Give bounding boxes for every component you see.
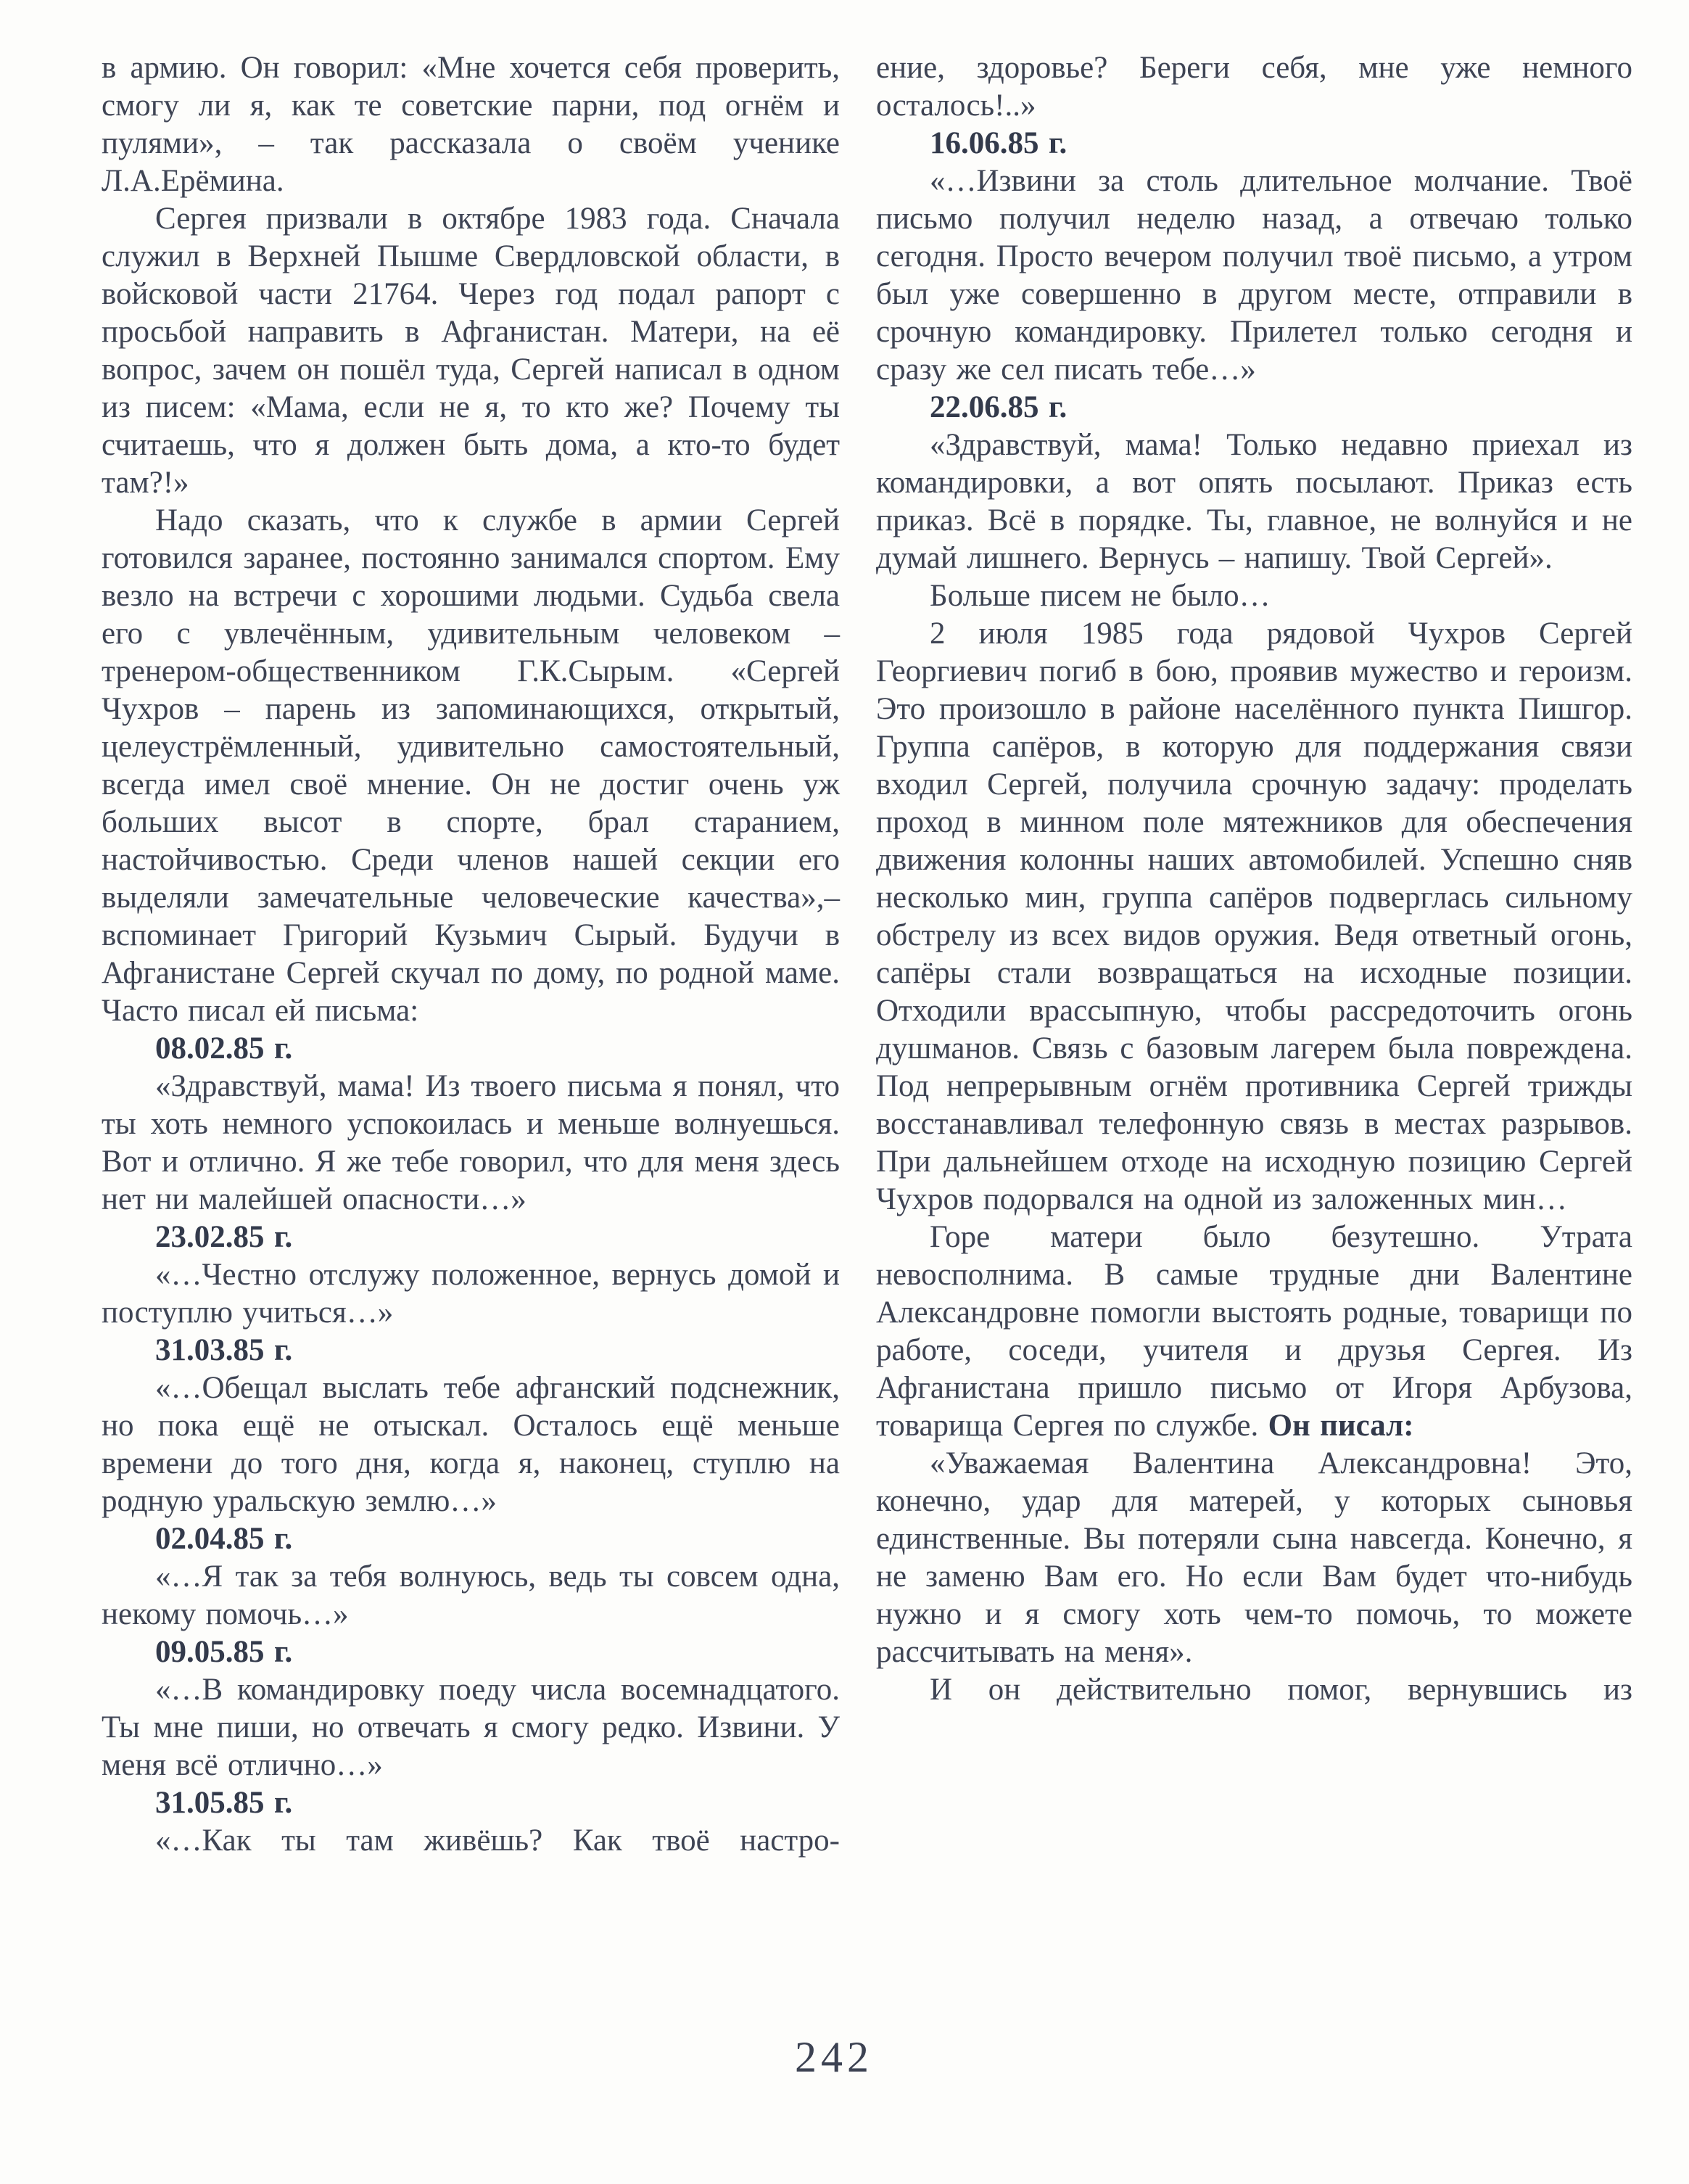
- letter-date-heading: 08.02.85 г.: [155, 1031, 293, 1066]
- paragraph: ение, здоровье? Береги себя, мне уже немного осталось!..»: [876, 51, 1632, 123]
- paragraph: «…Я так за тебя волнуюсь, ведь ты совсем одна, некому помочь…»: [102, 1559, 840, 1631]
- paragraph: «Уважаемая Валентина Александровна! Это, конечно, удар для матерей, у которых сыновья единственные. Вы потеряли сына навсегда. Конечно, я не заменю Вам его. Но если Вам будет что-нибудь нужно и я смогу хоть чем-то помочь, то можете рассчитывать на меня».: [876, 1446, 1632, 1669]
- paragraph: «…Как ты там живёшь? Как твоё настро-: [155, 1824, 840, 1858]
- paragraph: 2 июля 1985 года рядовой Чухров Сергей Георгиевич погиб в бою, проявив мужество и героизм. Это произошло в районе населённого пункта Пишгор. Группа сапёров, в которую для поддержания связи входил Сергей, получила срочную задачу: проделать проход в минном поле мятежников для обеспечения движения колонны наших автомобилей. Успешно сняв несколько мин, группа сапёров подверглась сильному обстрелу из всех видов оружия. Ведя ответный огонь, сапёры стали возвращаться на исходные позиции. Отходили врассыпную, чтобы рассредоточить огонь душманов. Связь с базовым лагерем была повреждена. Под непрерывным огнём противника Сергей трижды восстанавливал телефонную связь в местах разрывов. При дальнейшем отходе на исходную позицию Сергей Чухров подорвался на одной из заложенных мин…: [876, 617, 1632, 1216]
- paragraph: Больше писем не было…: [930, 579, 1271, 613]
- paragraph: «Здравствуй, мама! Только недавно приехал из командировки, а вот опять посылают. Приказ есть приказ. Всё в порядке. Ты, главное, не волнуйся и не думай лишнего. Вернусь – напишу. Твой Сергей».: [876, 428, 1632, 575]
- letter-date-heading: 23.02.85 г.: [155, 1220, 293, 1254]
- right-column: [876, 49, 1632, 1860]
- page-number: 242: [795, 2033, 873, 2081]
- paragraph: «…В командировку поеду числа восемнадцатого. Ты мне пиши, но отвечать я смогу редко. Извини. У меня всё отлично…»: [102, 1673, 840, 1782]
- paragraph: «…Извини за столь длительное молчание. Твоё письмо получил неделю назад, а отвечаю только сегодня. Просто вечером получил твоё письмо, а утром был уже совершенно в другом месте, отправили в срочную командировку. Прилетел только сегодня и сразу же сел писать тебе…»: [876, 164, 1632, 387]
- letter-date-heading: 02.04.85 г.: [155, 1522, 293, 1556]
- letter-date-heading: 31.05.85 г.: [155, 1786, 293, 1820]
- paragraph: Горе матери было безутешно. Утрата невосполнима. В самые трудные дни Валентине Александровне помогли выстоять родные, товарищи по работе, соседи, учителя и друзья Сергея. Из Афганистана пришло письмо от Игоря Арбузова, товарища Сергея по службе. Он писал:: [876, 1220, 1632, 1443]
- paragraph: в армию. Он говорил: «Мне хочется себя проверить, смогу ли я, как те советские парни, под огнём и пулями», – так рассказала о своём ученике Л.А.Ерёмина.: [102, 51, 840, 198]
- bold-text: Он писал:: [1268, 1409, 1414, 1443]
- paragraph: Надо сказать, что к службе в армии Сергей готовился заранее, постоянно занимался спортом. Ему везло на встречи с хорошими людьми. Судьба свела его с увлечённым, удивительным человеком – тренером-общественником Г.К.Сырым. «Сергей Чухров – парень из запоминающихся, открытый, целеустрёмленный, удивительно самостоятельный, всегда имел своё мнение. Он не достиг очень уж больших высот в спорте, брал старанием, настойчивостью. Среди членов нашей секции его выделяли замечательные человеческие качества»,– вспоминает Григорий Кузьмич Сырый. Будучи в Афганистане Сергей скучал по дому, по родной маме. Часто писал ей письма:: [102, 503, 840, 1028]
- left-column: [102, 49, 840, 1860]
- paragraph: «Здравствуй, мама! Из твоего письма я понял, что ты хоть немного успокоилась и меньше волнуешься. Вот и отлично. Я же тебе говорил, что для меня здесь нет ни малейшей опасности…»: [102, 1069, 840, 1216]
- paragraph: И он действительно помог, вернувшись из: [930, 1673, 1632, 1707]
- paragraph: Сергея призвали в октябре 1983 года. Сначала служил в Верхней Пышме Свердловской области, в войсковой части 21764. Через год подал рапорт с просьбой направить в Афганистан. Матери, на её вопрос, зачем он пошёл туда, Сергей написал в одном из писем: «Мама, если не я, то кто же? Почему ты считаешь, что я должен быть дома, а кто-то будет там?!»: [102, 202, 840, 500]
- letter-date-heading: 31.03.85 г.: [155, 1333, 293, 1367]
- letter-date-heading: 16.06.85 г.: [930, 126, 1068, 160]
- letter-date-heading: 22.06.85 г.: [930, 390, 1068, 424]
- paragraph: «…Честно отслужу положенное, вернусь домой и поступлю учиться…»: [102, 1258, 840, 1330]
- letter-date-heading: 09.05.85 г.: [155, 1635, 293, 1669]
- paragraph: «…Обещал выслать тебе афганский подснежник, но пока ещё не отыскал. Осталось ещё меньше времени до того дня, когда я, наконец, ступлю на родную уральскую землю…»: [102, 1371, 840, 1518]
